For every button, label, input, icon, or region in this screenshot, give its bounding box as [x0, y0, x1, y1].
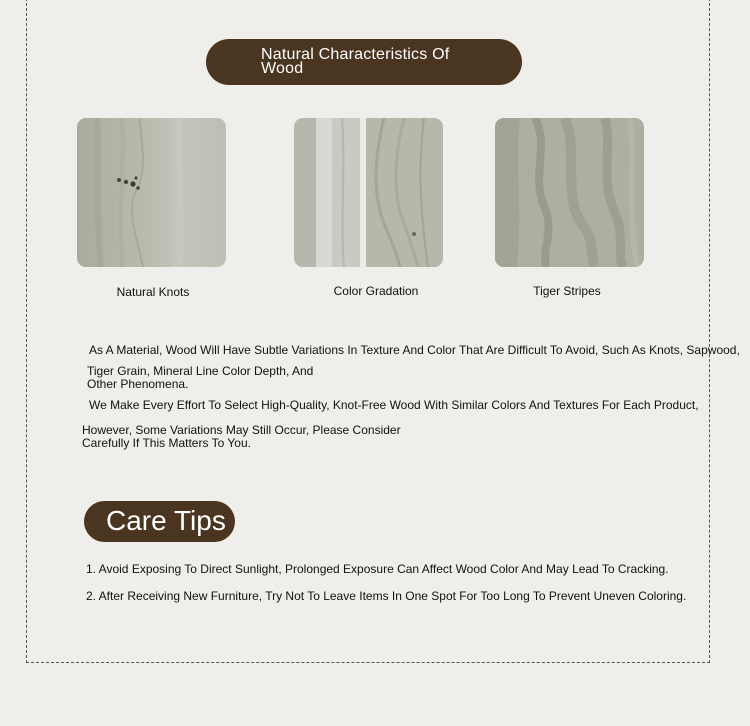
description-line-2: Tiger Grain, Mineral Line Color Depth, And — [87, 364, 314, 378]
description-line-6: Carefully If This Matters To You. — [82, 436, 251, 450]
natural-knots-image — [77, 118, 226, 267]
description-line-3: Other Phenomena. — [87, 377, 189, 391]
caption-natural-knots: Natural Knots — [116, 285, 190, 299]
caption-color-gradation: Color Gradation — [333, 284, 419, 298]
care-tip-1: 1. Avoid Exposing To Direct Sunlight, Prolonged Exposure Can Affect Wood Color And May Lead To Cracking. — [86, 562, 669, 576]
description-line-4: We Make Every Effort To Select High-Quality, Knot-Free Wood With Similar Colors And Textures For Each Product, — [89, 398, 699, 412]
caption-tiger-stripes: Tiger Stripes — [533, 284, 601, 298]
description-line-1: As A Material, Wood Will Have Subtle Variations In Texture And Color That Are Difficult To Avoid, Such As Knots, Sapwood, — [89, 343, 740, 357]
care-tips-pill — [84, 501, 235, 542]
section-title-pill — [206, 39, 522, 85]
description-line-5: However, Some Variations May Still Occur, Please Consider — [82, 423, 401, 437]
section-title: Natural Characteristics Of Wood — [261, 46, 450, 77]
care-tip-2: 2. After Receiving New Furniture, Try Not To Leave Items In One Spot For Too Long To Prevent Uneven Coloring. — [86, 589, 687, 603]
tiger-stripes-image — [495, 118, 644, 267]
care-tips-title: Care Tips — [106, 505, 226, 536]
color-gradation-image — [294, 118, 443, 267]
